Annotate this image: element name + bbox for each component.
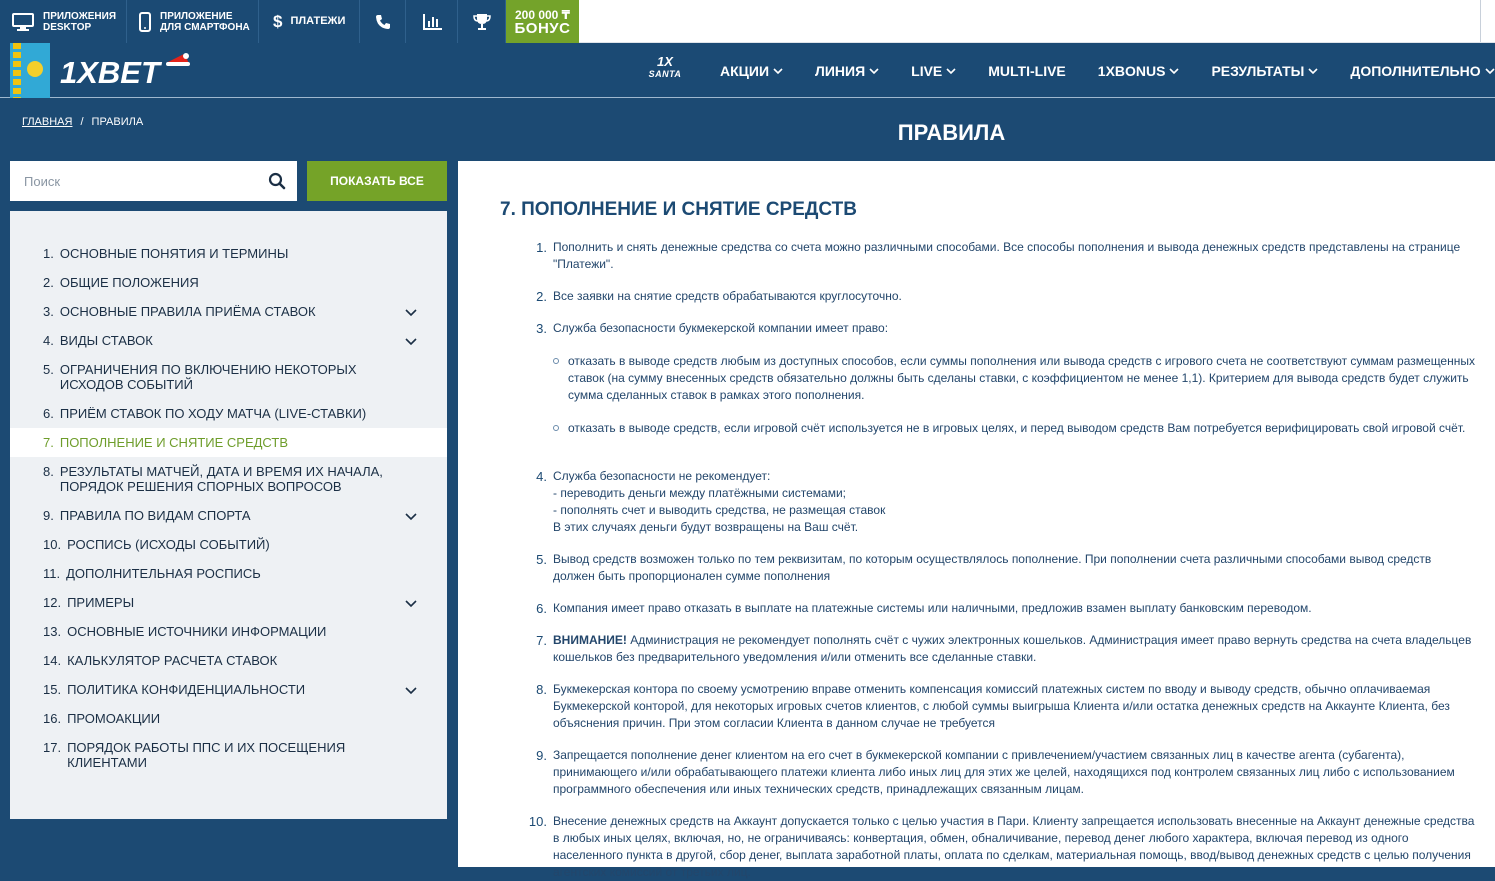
toc-item-label: ОСНОВНЫЕ ПОНЯТИЯ И ТЕРМИНЫ — [59, 246, 289, 261]
toc-item-3[interactable] — [10, 297, 447, 326]
breadcrumb-current: ПРАВИЛА — [91, 116, 144, 128]
toc-item-label: ПОРЯДОК РАБОТЫ ППС И ИХ ПОСЕЩЕНИЯ КЛИЕНТАМИ — [67, 740, 346, 770]
toc-item-number: 17. — [43, 740, 62, 755]
toc-item-16[interactable] — [10, 704, 447, 733]
rule-text — [553, 239, 1475, 273]
rule-subitem — [553, 353, 1475, 404]
rule-warning-label: ВНИМАНИЕ! — [553, 633, 627, 647]
toc-item-number: 4. — [43, 333, 54, 348]
nav-more[interactable] — [1350, 63, 1494, 79]
chevron-down-icon — [869, 66, 879, 76]
bonus-label: БОНУС — [514, 19, 571, 37]
chevron-down-icon — [773, 66, 783, 76]
nav-promotions[interactable] — [720, 63, 783, 79]
main-nav — [720, 43, 1495, 98]
toc-item-label: ПРИЁМ СТАВОК ПО ХОДУ МАТЧА (LIVE-СТАВКИ) — [59, 406, 367, 421]
toc-item-label: ПОПОЛНЕНИЕ И СНЯТИЕ СРЕДСТВ — [59, 435, 289, 450]
nav-label: 1XBONUS — [1097, 62, 1166, 79]
toc-item-number: 10. — [43, 537, 62, 552]
rule-text — [553, 600, 1475, 617]
smartphone-apps-label-2: ДЛЯ СМАРТФОНА — [160, 21, 250, 33]
nav-label: MULTI-LIVE — [988, 62, 1066, 79]
toc-item-label: ПРОМОАКЦИИ — [67, 711, 161, 726]
dollar-icon: $ — [273, 12, 283, 31]
rule-line: В этих случаях деньги будут возвращены на Ваш счёт. — [553, 520, 859, 534]
rule-text — [553, 551, 1475, 585]
rule-subitem-text: отказать в выводе средств, если игровой счёт используется не в игровых целях, и перед выводом средств Вам потребуется верифицировать свой игровой счёт. — [568, 421, 1466, 435]
toc-item-number: 11. — [43, 566, 61, 581]
search-input[interactable] — [10, 161, 257, 201]
toc-item-number: 13. — [43, 624, 62, 639]
rule-item-10 — [500, 813, 1475, 881]
toc-item-4[interactable] — [10, 326, 447, 355]
rule-item-4 — [500, 468, 1475, 536]
phone-icon — [375, 14, 391, 30]
toc-item-number: 1. — [43, 246, 54, 261]
rule-line: Компания имеет право отказать в выплате на платежные системы или наличными, предложив взамен выплату банковским переводом. — [553, 601, 1312, 615]
bonus-amount: 200 000 ₸ — [514, 7, 571, 22]
rule-line: Служба безопасности не рекомендует: — [553, 469, 771, 483]
rule-line: - пополнять счет и выводить средства, не размещая ставок — [553, 503, 886, 517]
rule-number: 3. — [536, 321, 547, 336]
desktop-apps-label-2: DESKTOP — [43, 21, 92, 33]
toc-item-label: КАЛЬКУЛЯТОР РАСЧЕТА СТАВОК — [67, 653, 278, 668]
toc-item-15[interactable] — [10, 675, 447, 704]
logo-text: 1XBET — [60, 55, 160, 90]
rule-number: 6. — [536, 601, 547, 616]
smartphone-apps-link[interactable] — [127, 0, 259, 43]
toc-item-label: ПРИМЕРЫ — [67, 595, 135, 610]
rule-text — [553, 747, 1475, 798]
nav-label: ДОПОЛНИТЕЛЬНО — [1350, 62, 1481, 79]
phone-button[interactable] — [360, 0, 406, 43]
chevron-down-icon — [946, 66, 956, 76]
bonus-banner[interactable] — [506, 0, 579, 43]
rule-item-5 — [500, 551, 1475, 585]
chevron-down-icon[interactable] — [405, 510, 417, 522]
chevron-down-icon — [1308, 66, 1318, 76]
santa-top-label: 1X — [657, 54, 673, 69]
rule-item-1 — [500, 239, 1475, 273]
toc-item-8[interactable] — [10, 457, 447, 501]
nav-live[interactable] — [911, 63, 956, 79]
desktop-apps-label-1: ПРИЛОЖЕНИЯ — [43, 10, 117, 22]
toc-item-2[interactable] — [10, 268, 447, 297]
toc-item-number: 2. — [43, 275, 54, 290]
smartphone-apps-label-1: ПРИЛОЖЕНИЕ — [160, 10, 233, 22]
rule-subitem — [553, 420, 1475, 437]
rule-number: 8. — [536, 682, 547, 697]
statistics-button[interactable] — [406, 0, 458, 43]
bar-chart-icon — [422, 14, 442, 30]
toc-item-number: 16. — [43, 711, 62, 726]
nav-1xbonus[interactable] — [1098, 63, 1180, 79]
section-title: 7. ПОПОЛНЕНИЕ И СНЯТИЕ СРЕДСТВ — [500, 199, 858, 220]
toc-item-7[interactable] — [10, 428, 447, 457]
toc-item-9[interactable] — [10, 501, 447, 530]
rule-line: Внесение денежных средств на Аккаунт допускается только с целью участия в Пари. Клиенту запрещается использовать внесенные на Аккаунт денежные средства в любых иных целях, включая, но, не ограничиваясь: конвертация, обмен, обналичивание, перевод денег любого характера, включая перевод из одного населенного пункта в другой, сбор денег, выплата заработной платы, оплата по сделкам, материальная помощь, ввод/вывод денежных средств с целью получения агентских комиссий от третьих лиц. — [553, 814, 1475, 879]
rules-list — [500, 239, 1475, 881]
santa-bottom-label: SANTA — [648, 69, 682, 79]
toc-item-label: РОСПИСЬ (ИСХОДЫ СОБЫТИЙ) — [67, 537, 270, 552]
rule-number: 1. — [536, 240, 547, 255]
toc-item-14[interactable] — [10, 646, 447, 675]
rule-line: Все заявки на снятие средств обрабатываются круглосуточно. — [553, 289, 902, 303]
toc-item-label: ВИДЫ СТАВОК — [59, 333, 153, 348]
nav-multi-live[interactable] — [988, 63, 1066, 79]
rule-subitem-text: отказать в выводе средств любым из доступных способов, если суммы пополнения или вывода средств с игрового счета не соответствуют суммам размещенных ставок (на сумму внесенных средств обязательно должны быть сделаны ставки, с коэффициентом не менее 1,1). Критерием для вывода средств будет служить сумма сделанных ставок в рамках этого пополнения. — [568, 354, 1475, 402]
rule-text — [553, 468, 1475, 536]
nav-label: LIVE — [911, 62, 943, 79]
toc-item-number: 8. — [43, 464, 54, 479]
toc-item-number: 3. — [43, 304, 54, 319]
rule-text — [553, 813, 1475, 881]
toc-item-10[interactable] — [10, 530, 447, 559]
search-icon[interactable] — [257, 161, 297, 201]
toc-item-12[interactable] — [10, 588, 447, 617]
breadcrumb — [22, 116, 143, 128]
toc-item-label: ОГРАНИЧЕНИЯ ПО ВКЛЮЧЕНИЮ НЕКОТОРЫХ ИСХОДОВ СОБЫТИЙ — [59, 362, 357, 392]
nav-label: АКЦИИ — [720, 62, 770, 79]
toc-item-1[interactable] — [10, 239, 447, 268]
rule-text — [553, 681, 1475, 732]
toc-item-label: ОСНОВНЫЕ ПРАВИЛА ПРИЁМА СТАВОК — [59, 304, 316, 319]
nav-results[interactable] — [1211, 63, 1318, 79]
rule-text — [553, 288, 1475, 305]
circle-bullet-icon — [553, 420, 568, 437]
circle-bullet-icon — [553, 353, 568, 404]
breadcrumb-separator: / — [80, 116, 84, 128]
rule-line: - переводить деньги между платёжными системами; — [553, 486, 847, 500]
logo[interactable] — [58, 53, 198, 89]
rule-line: Вывод средств возможен только по тем реквизитам, по которым осуществлялось пополнение. При пополнении счета различными способами вывод средств должен быть пропорционален сумме пополнения — [553, 552, 1432, 583]
rule-item-7 — [500, 632, 1475, 666]
topbar-empty-area — [579, 0, 1481, 42]
toc-item-11[interactable] — [10, 559, 447, 588]
chevron-down-icon[interactable] — [405, 597, 417, 609]
santa-promo-icon[interactable] — [644, 56, 686, 86]
smartphone-icon — [139, 12, 151, 32]
search-box — [10, 161, 297, 201]
rule-number: 7. — [536, 633, 547, 648]
rule-sublist — [553, 353, 1475, 437]
toc-item-number: 6. — [43, 406, 54, 421]
toc-item-17[interactable] — [10, 733, 447, 777]
toc-item-5[interactable] — [10, 355, 447, 399]
toc-item-13[interactable] — [10, 617, 447, 646]
chevron-down-icon[interactable] — [405, 684, 417, 696]
toc-item-label: РЕЗУЛЬТАТЫ МАТЧЕЙ, ДАТА И ВРЕМЯ ИХ НАЧАЛА, ПОРЯДОК РЕШЕНИЯ СПОРНЫХ ВОПРОСОВ — [59, 464, 383, 494]
desktop-apps-link[interactable] — [0, 0, 127, 43]
rule-item-6 — [500, 600, 1475, 617]
monitor-icon — [12, 13, 34, 31]
toc-item-number: 5. — [43, 362, 54, 377]
chevron-down-icon[interactable] — [405, 335, 417, 347]
rules-content — [458, 161, 1495, 879]
toc-item-label: ДОПОЛНИТЕЛЬНАЯ РОСПИСЬ — [66, 566, 261, 581]
rule-item-3 — [500, 320, 1475, 453]
rule-number: 9. — [536, 748, 547, 763]
nav-label: РЕЗУЛЬТАТЫ — [1211, 62, 1305, 79]
chevron-down-icon — [1485, 66, 1495, 76]
toc-item-number: 9. — [43, 508, 54, 523]
rule-number: 2. — [536, 289, 547, 304]
trophy-icon — [473, 13, 491, 31]
top-bar — [0, 0, 1495, 43]
toc-item-label: ПРАВИЛА ПО ВИДАМ СПОРТА — [59, 508, 251, 523]
toc-item-number: 15. — [43, 682, 62, 697]
rule-line: Букмекерская контора по своему усмотрению вправе отменить компенсация комиссий платежных систем по вводу и выводу средств, обычно оплачиваемая Букмекерской конторой, для некоторых игровых счетов клиентов, с любой суммы выигрыша Клиента и/или остатка денежных средств на Аккаунте Клиента, без объяснения причин. При этом согласии Клиента в данном случае не требуется — [553, 682, 1450, 730]
rule-number: 10. — [528, 814, 547, 829]
toc-item-number: 12. — [43, 595, 62, 610]
toc-item-number: 14. — [43, 653, 62, 668]
main-header — [0, 43, 1495, 98]
breadcrumb-home-link[interactable]: ГЛАВНАЯ — [22, 116, 73, 128]
rule-line: Администрация не рекомендует пополнять счёт с чужих электронных кошельков. Администрация имеет право вернуть средства на счета владельцев кошельков без предварительного уведомления и/или отменить все сделанные ставки. — [553, 633, 1472, 664]
rules-table-of-contents — [10, 211, 447, 819]
toc-item-number: 7. — [43, 435, 54, 450]
chevron-down-icon — [1169, 66, 1179, 76]
kazakhstan-flag-icon — [10, 43, 50, 98]
toc-item-6[interactable] — [10, 399, 447, 428]
chevron-down-icon[interactable] — [405, 306, 417, 318]
rule-text — [553, 632, 1475, 666]
toc-item-label: ОСНОВНЫЕ ИСТОЧНИКИ ИНФОРМАЦИИ — [67, 624, 327, 639]
rule-item-9 — [500, 747, 1475, 798]
tournaments-button[interactable] — [458, 0, 506, 43]
rule-line: Запрещается пополнение денег клиентом на его счет в букмекерской компании с привлечением/участием связанных лиц в качестве агента (субагента), принимающего и/или обрабатывающего платежи клиента либо иных лиц для этих же целей, находящихся под контролем связанных лиц либо с использованием программного обеспечения или иных технических средств, принадлежащих связанным лицам. — [553, 748, 1455, 796]
rule-line: Пополнить и снять денежные средства со счета можно различными способами. Все способы пополнения и вывода денежных средств представлены на странице "Платежи". — [553, 240, 1461, 271]
payments-link[interactable] — [259, 0, 360, 43]
toc-item-label: ОБЩИЕ ПОЛОЖЕНИЯ — [59, 275, 199, 290]
nav-line[interactable] — [815, 63, 879, 79]
rule-number: 5. — [536, 552, 547, 567]
payments-label: ПЛАТЕЖИ — [290, 15, 346, 27]
rule-number: 4. — [536, 469, 547, 484]
rule-item-2 — [500, 288, 1475, 305]
page-title: ПРАВИЛА — [897, 120, 1006, 145]
toc-item-label: ПОЛИТИКА КОНФИДЕНЦИАЛЬНОСТИ — [67, 682, 306, 697]
rule-text — [553, 320, 1475, 453]
rule-line: Служба безопасности букмекерской компании имеет право: — [553, 321, 889, 335]
show-all-button[interactable]: ПОКАЗАТЬ ВСЕ — [307, 161, 447, 201]
rule-item-8 — [500, 681, 1475, 732]
nav-label: ЛИНИЯ — [815, 62, 866, 79]
